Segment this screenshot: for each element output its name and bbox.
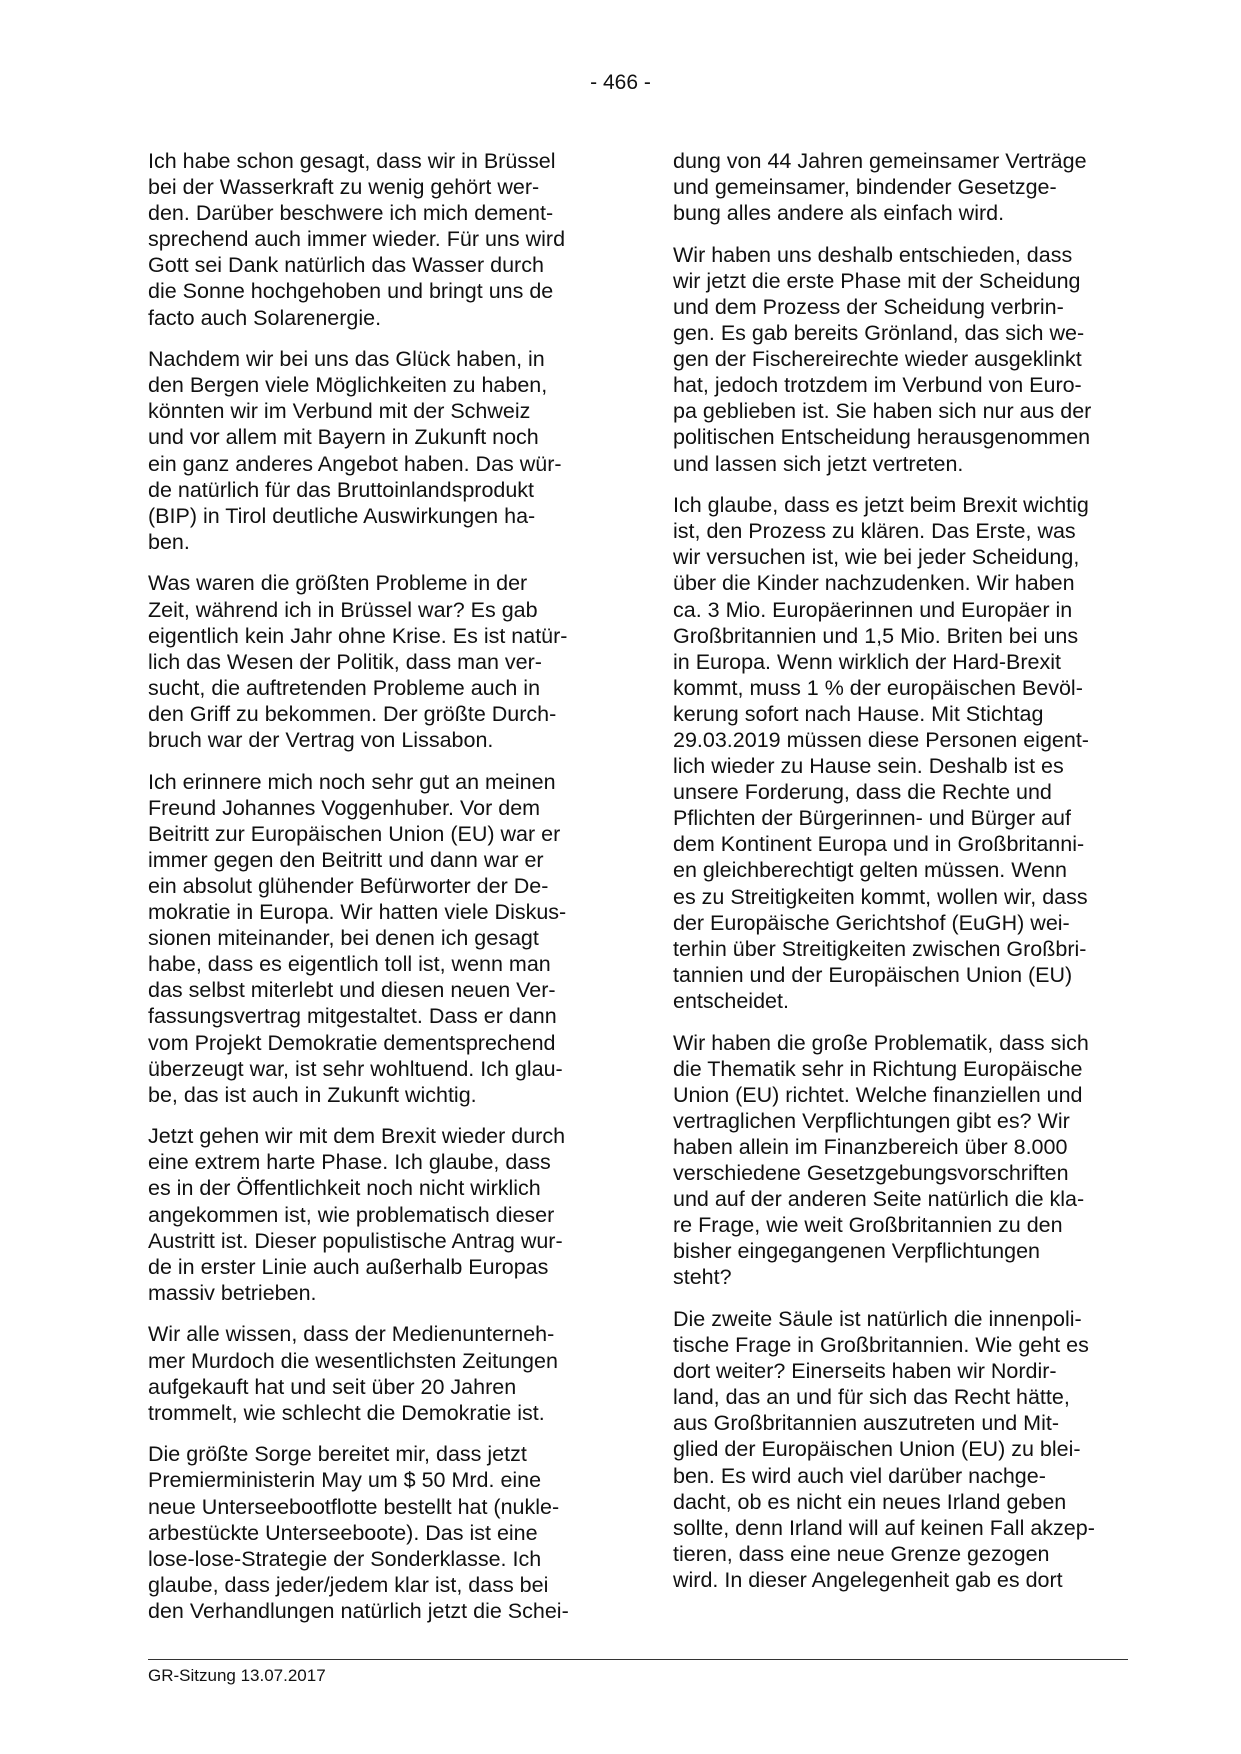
paragraph: dung von 44 Jahren gemeinsamer Verträge und gemeinsamer, bindender Gesetzge- bung alles andere als einfach wird. — [673, 149, 1087, 226]
left-column — [148, 148, 598, 1639]
page-number: - 466 - — [590, 71, 651, 94]
paragraph: Wir alle wissen, dass der Medienunterneh- mer Murdoch die wesentlichsten Zeitungen aufgekauft hat und seit über 20 Jahren trommelt, wie schlecht die Demokratie ist. — [148, 1322, 558, 1425]
paragraph: Die zweite Säule ist natürlich die innenpoli- tische Frage in Großbritannien. Wie geht es dort weiter? Einerseits haben wir Nordir- land, das an und für sich das Recht hätte, aus Großbritannien auszutreten und Mit- glied der Europäischen Union (EU) zu blei- ben. Es wird auch viel darüber nachge- dacht, ob es nicht ein neues Irland geben sollte, denn Irland will auf keinen Fall akzep- tieren, dass eine neue Grenze gezogen wird. In dieser Angelegenheit gab es dort — [673, 1306, 1095, 1592]
paragraph: Was waren die größten Probleme in der Zeit, während ich in Brüssel war? Es gab eigentlich kein Jahr ohne Krise. Es ist natür- lich das Wesen der Politik, dass man ver- sucht, die auftretenden Probleme auch in den Griff zu bekommen. Der größte Durch- bruch war der Vertrag von Lissabon. — [148, 571, 568, 752]
paragraph: Nachdem wir bei uns das Glück haben, in den Bergen viele Möglichkeiten zu haben, könnten wir im Verbund mit der Schweiz und vor allem mit Bayern in Zukunft noch ein ganz anderes Angebot haben. Das wür- de natürlich für das Bruttoinlandsprodukt (BIP) in Tirol deutliche Auswirkungen ha- ben. — [148, 347, 562, 554]
right-column — [673, 148, 1128, 1608]
paragraph: Jetzt gehen wir mit dem Brexit wieder durch eine extrem harte Phase. Ich glaube, dass es in der Öffentlichkeit noch nicht wirklich angekommen ist, wie problematisch dieser Austritt ist. Dieser populistische Antrag wur- de in erster Linie auch außerhalb Europas massiv betrieben. — [148, 1124, 566, 1305]
paragraph: Wir haben die große Problematik, dass sich die Thematik sehr in Richtung Europäische Union (EU) richtet. Welche finanziellen und vertraglichen Verpflichtungen gibt es? Wir haben allein im Finanzbereich über 8.000 verschiedene Gesetzgebungsvorschriften und auf der anderen Seite natürlich die kla- re Frage, wie weit Großbritannien zu den bisher eingegangenen Verpflichtungen steht? — [673, 1030, 1089, 1290]
paragraph: Ich habe schon gesagt, dass wir in Brüssel bei der Wasserkraft zu wenig gehört wer- den. Darüber beschwere ich mich dement- sprechend auch immer wieder. Für uns wird Gott sei Dank natürlich das Wasser durch die Sonne hochgehoben und bringt uns de facto auch Solarenergie. — [148, 149, 566, 330]
paragraph: Ich erinnere mich noch sehr gut an meinen Freund Johannes Voggenhuber. Vor dem Beitritt zur Europäischen Union (EU) war er immer gegen den Beitritt und dann war er ein absolut glühender Befürworter der De- mokratie in Europa. Wir hatten viele Diskus- sionen miteinander, bei denen ich gesagt habe, dass es eigentlich toll ist, wenn man das selbst miterlebt und diesen neuen Ver- fassungsvertrag mitgestaltet. Dass er dann vom Projekt Demokratie dementsprechend überzeugt war, ist sehr wohltuend. Ich glau- be, das ist auch in Zukunft wichtig. — [148, 769, 567, 1107]
paragraph: Wir haben uns deshalb entschieden, dass wir jetzt die erste Phase mit der Scheidung und dem Prozess der Scheidung verbrin- gen. Es gab bereits Grönland, das sich we- gen der Fischereirechte wieder ausgeklinkt hat, jedoch trotzdem im Verbund von Euro- pa geblieben ist. Sie haben sich nur aus der politischen Entscheidung herausgenommen und lassen sich jetzt vertreten. — [673, 242, 1092, 476]
paragraph: Ich glaube, dass es jetzt beim Brexit wichtig ist, den Prozess zu klären. Das Erste, was wir versuchen ist, wie bei jeder Scheidung, über die Kinder nachzudenken. Wir haben ca. 3 Mio. Europäerinnen und Europäer in Großbritannien und 1,5 Mio. Briten bei uns in Europa. Wenn wirklich der Hard-Brexit kommt, muss 1 % der europäischen Bevöl- kerung sofort nach Hause. Mit Stichtag 29.03.2019 müssen diese Personen eigent- lich wieder zu Hause sein. Deshalb ist es unsere Forderung, dass die Rechte und Pflichten der Bürgerinnen- und Bürger auf dem Kontinent Europa und in Großbritanni- en gleichberechtigt gelten müssen. Wenn es zu Streitigkeiten kommt, wollen wir, dass der Europäische Gerichtshof (EuGH) wei- terhin über Streitigkeiten zwischen Großbri- tannien und der Europäischen Union (EU) entscheidet. — [673, 493, 1089, 1013]
footer-session-date: GR-Sitzung 13.07.2017 — [148, 1666, 326, 1685]
footer-divider — [148, 1659, 1128, 1660]
paragraph: Die größte Sorge bereitet mir, dass jetzt Premierministerin May um $ 50 Mrd. eine neue Unterseebootflotte bestellt hat (nukle- arbestückte Unterseeboote). Das ist eine lose-lose-Strategie der Sonderklasse. Ich glaube, dass jeder/jedem klar ist, dass bei den Verhandlungen natürlich jetzt die Schei- — [148, 1442, 569, 1623]
